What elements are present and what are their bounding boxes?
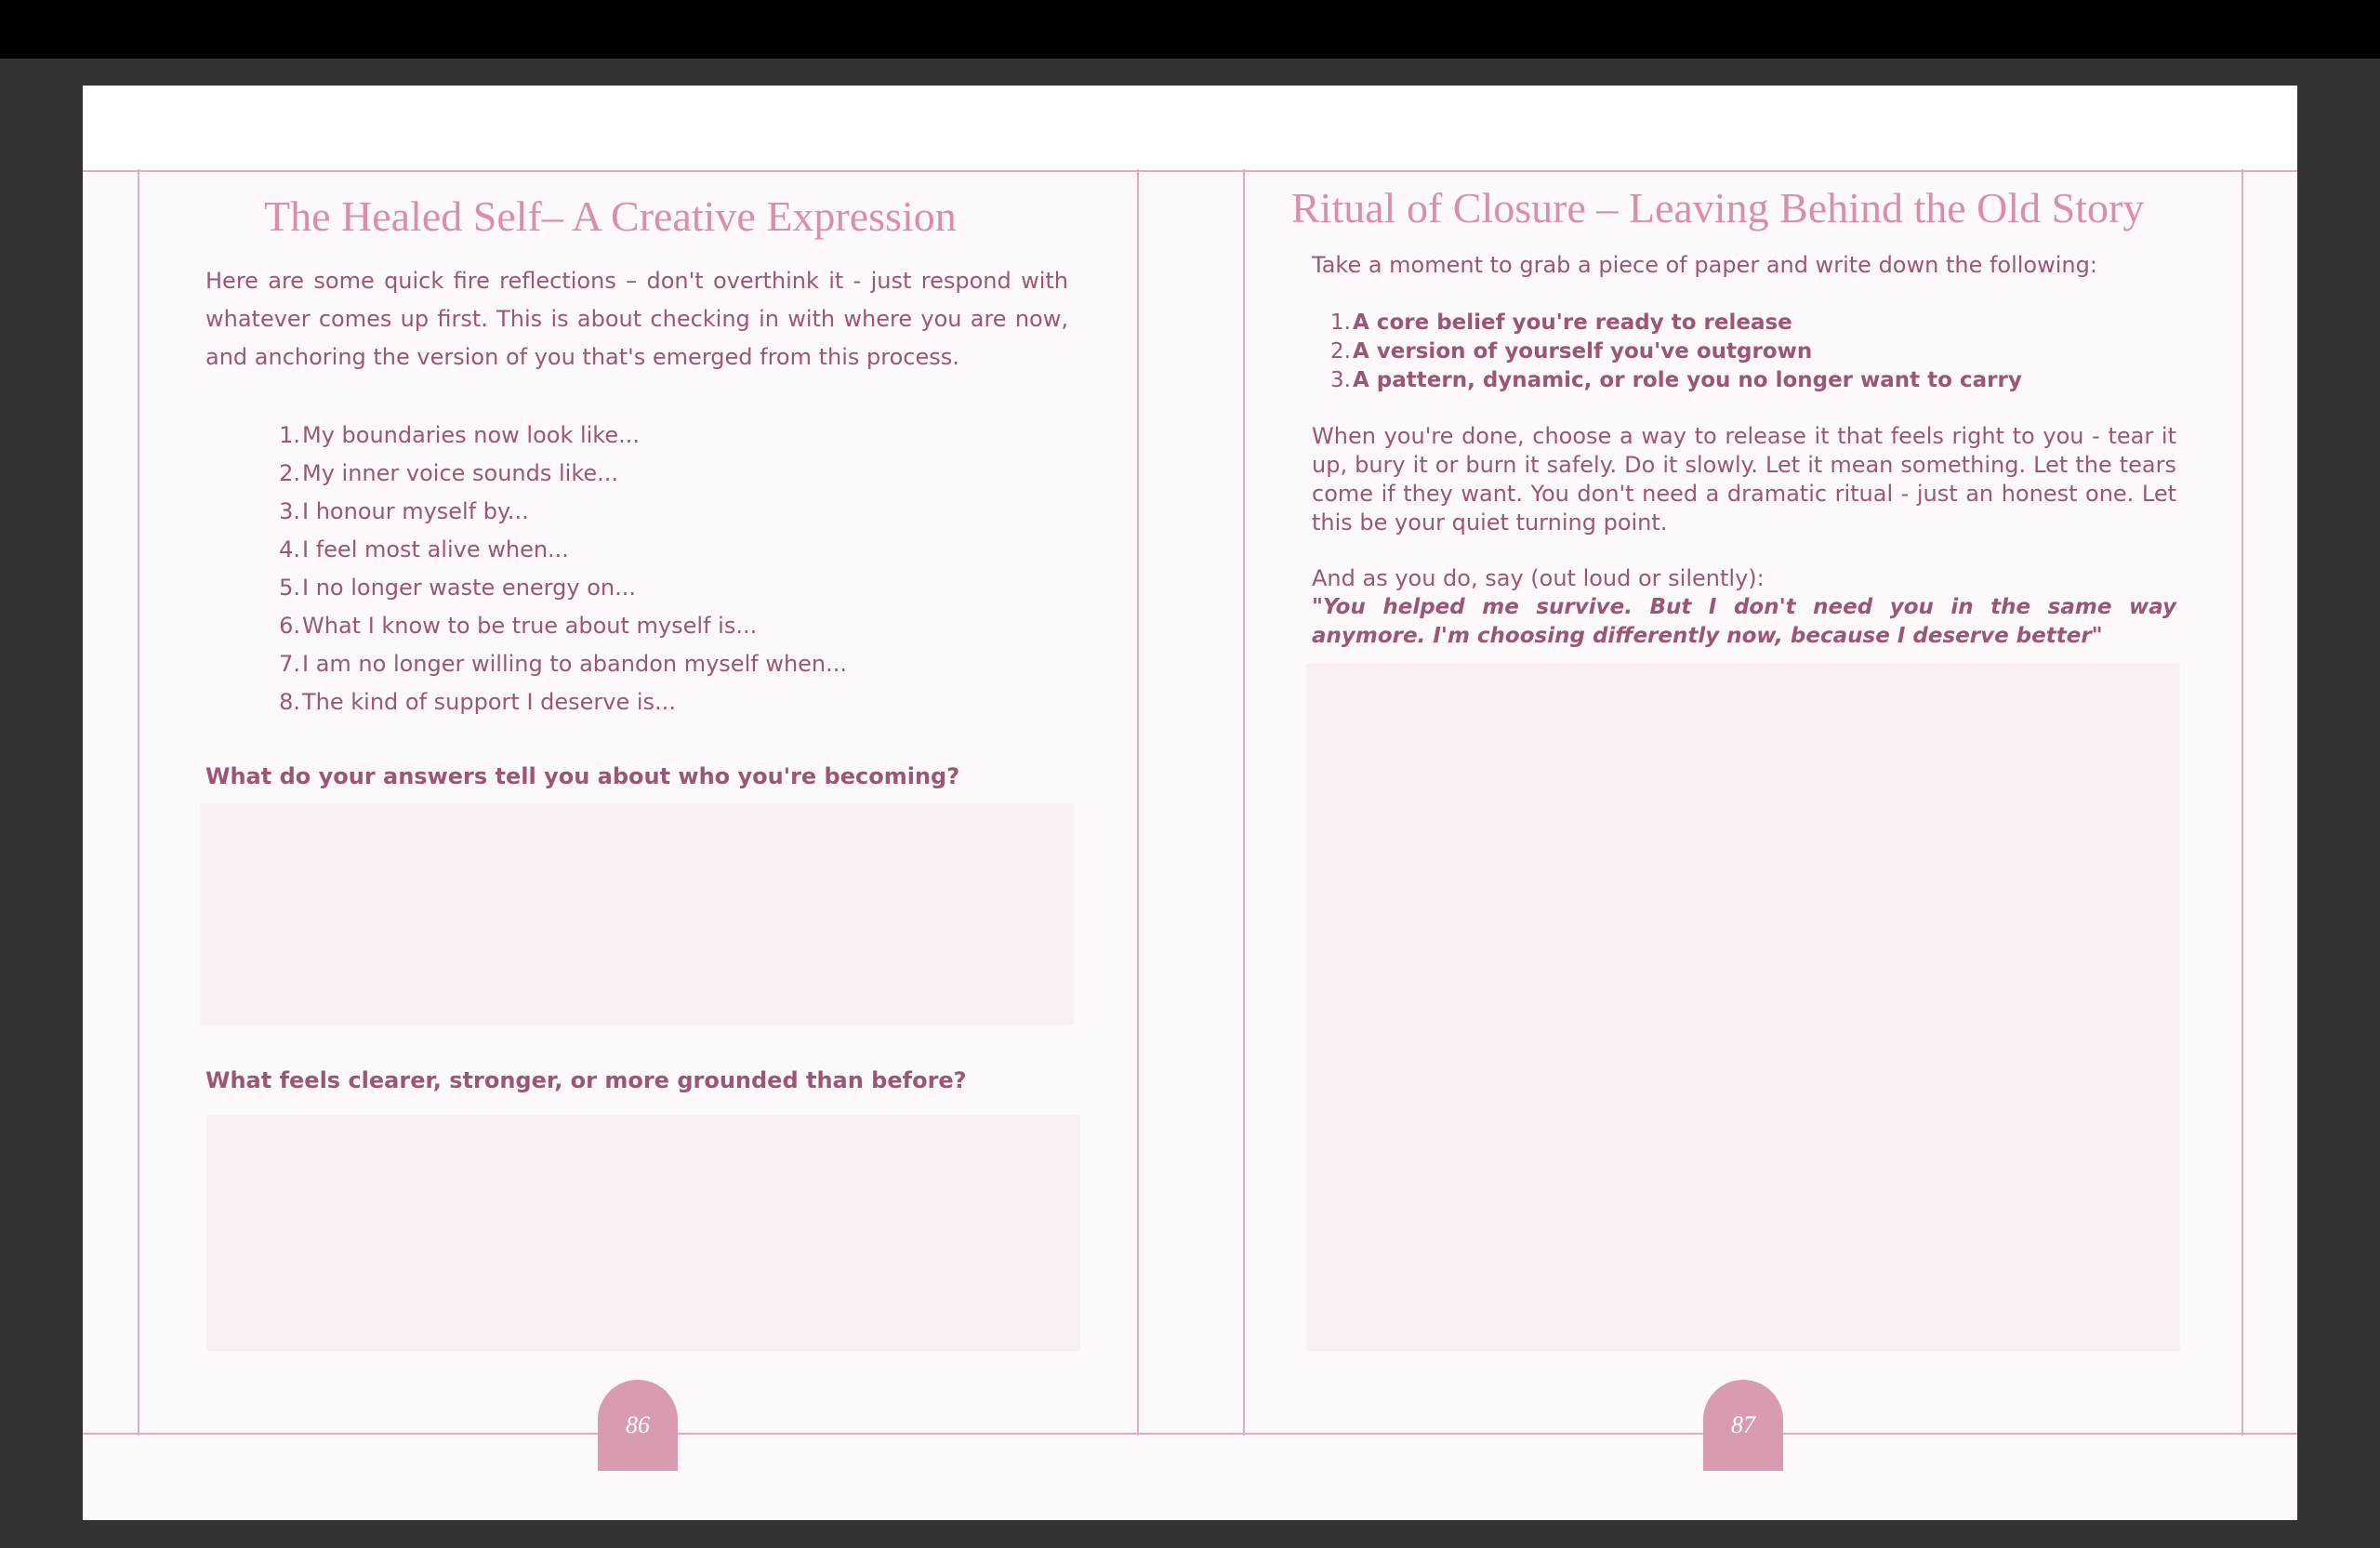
- reflection-item-text: I am no longer willing to abandon myself when...: [302, 651, 848, 677]
- right-page-inner-rule: [1243, 169, 1245, 1436]
- book-spread: [83, 86, 2297, 1519]
- say-instruction: And as you do, say (out loud or silently):: [1312, 565, 1765, 591]
- left-page-inner-rule: [1137, 169, 1139, 1436]
- reflection-item: [263, 417, 847, 455]
- left-page-title: The Healed Self– A Creative Expression: [264, 192, 957, 240]
- reflection-item-number: 8.: [279, 689, 300, 715]
- left-margin-rule: [138, 169, 139, 1436]
- release-item-number: 1.: [1330, 311, 1351, 335]
- reflection-item: [263, 607, 847, 645]
- reflection-item-number: 4.: [279, 536, 300, 562]
- reflection-item-text: The kind of support I deserve is...: [302, 689, 676, 715]
- page-number-tab-87: 87: [1703, 1380, 1783, 1471]
- reflection-item: [263, 493, 847, 531]
- answer-box-becoming[interactable]: [200, 803, 1074, 1025]
- release-item-text: A version of yourself you've outgrown: [1353, 339, 1813, 364]
- reflection-item-text: I feel most alive when...: [302, 536, 569, 562]
- reflection-item: [263, 683, 847, 721]
- release-item-number: 2.: [1330, 339, 1351, 364]
- page-number-tab-86: 86: [598, 1380, 678, 1471]
- reflection-item-number: 2.: [279, 460, 300, 486]
- reflection-item-text: I no longer waste energy on...: [302, 575, 636, 601]
- reflection-item-number: 3.: [279, 498, 300, 524]
- viewer-top-bar: [0, 0, 2380, 59]
- release-item: [1316, 309, 2022, 337]
- top-rule: [83, 170, 2297, 172]
- prompt-becoming: What do your answers tell you about who you're becoming?: [205, 763, 960, 789]
- reflection-item: [263, 531, 847, 569]
- reflection-item: [263, 569, 847, 607]
- reflection-list: [263, 417, 847, 721]
- left-intro-paragraph: Here are some quick fire reflections – don't overthink it - just respond with whatever comes up first. This is about checking in with where you are now, and anchoring the version of you that's emerged from this process.: [205, 268, 1068, 370]
- right-intro-line: Take a moment to grab a piece of paper and write down the following:: [1312, 252, 2097, 278]
- reflection-item-number: 1.: [279, 422, 300, 448]
- reflection-item-number: 7.: [279, 651, 300, 677]
- prompt-clearer: What feels clearer, stronger, or more grounded than before?: [205, 1067, 967, 1093]
- closure-quote: "You helped me survive. But I don't need you in the same way anymore. I'm choosing differently now, because I deserve better": [1312, 595, 2176, 648]
- bottom-rule: [83, 1433, 2297, 1435]
- right-margin-rule: [2241, 169, 2243, 1436]
- reflection-item-text: My boundaries now look like...: [302, 422, 640, 448]
- right-page-title: Ritual of Closure – Leaving Behind the Old Story: [1291, 184, 2145, 232]
- release-item: [1316, 337, 2022, 366]
- reflection-item-text: What I know to be true about myself is...: [302, 613, 758, 639]
- release-item: [1316, 366, 2022, 395]
- release-paragraph: When you're done, choose a way to release it that feels right to you - tear it up, bury it or burn it safely. Do it slowly. Let it mean something. Let the tears come if they want. You don't need a dramatic ritual - just an honest one. Let this be your quiet turning point.: [1312, 423, 2176, 536]
- writing-area-box[interactable]: [1306, 664, 2180, 1351]
- reflection-item: [263, 455, 847, 493]
- reflection-item: [263, 645, 847, 683]
- release-list: [1316, 309, 2022, 395]
- release-item-text: A core belief you're ready to release: [1353, 311, 1792, 335]
- reflection-item-text: My inner voice sounds like...: [302, 460, 619, 486]
- reflection-item-number: 6.: [279, 613, 300, 639]
- reflection-item-number: 5.: [279, 575, 300, 601]
- answer-box-clearer[interactable]: [206, 1115, 1080, 1351]
- release-item-text: A pattern, dynamic, or role you no longer want to carry: [1353, 368, 2022, 392]
- reflection-item-text: I honour myself by...: [302, 498, 529, 524]
- release-item-number: 3.: [1330, 368, 1351, 392]
